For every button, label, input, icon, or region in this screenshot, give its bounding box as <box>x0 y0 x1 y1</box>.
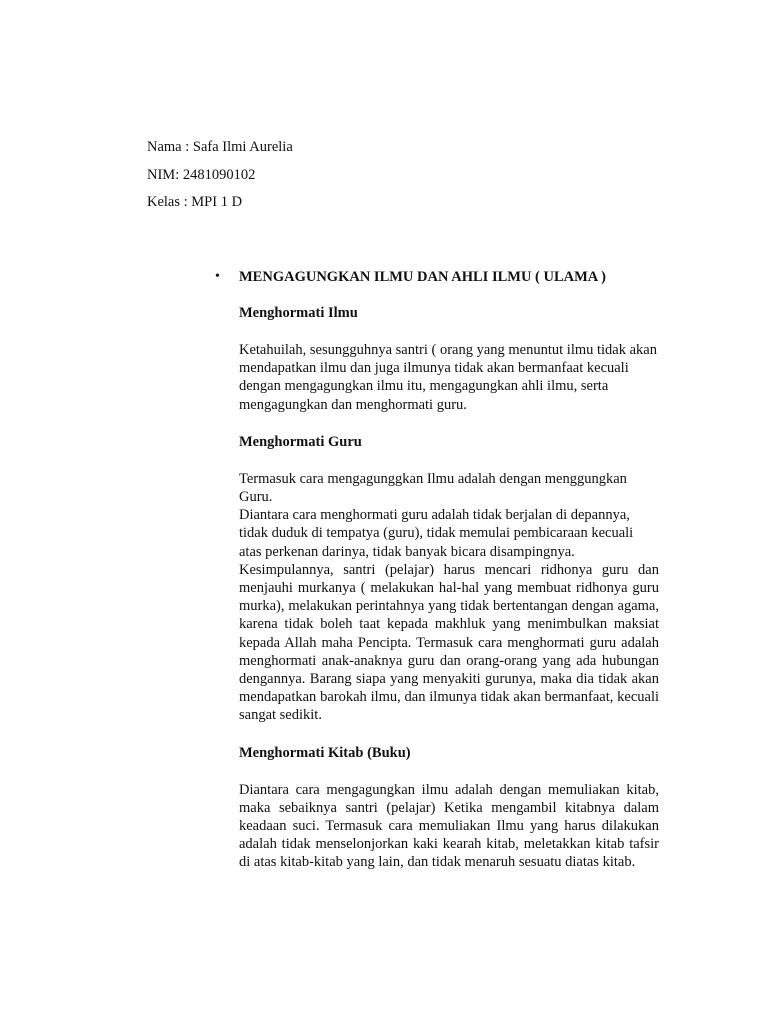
section-title-guru: Menghormati Guru <box>239 433 362 450</box>
paragraph-kitab: Diantara cara mengagungkan ilmu adalah dengan memuliakan kitab, maka sebaiknya santri (pelajar) Ketika mengambil kitabnya dalam keadaan suci. Termasuk cara memuliakan Ilmu yang harus dilakukan adalah tidak menselonjorkan kaki kearah kitab, meletakkan kitab tafsir di atas kitab-kitab yang lain, dan tidak menaruh sesuatu diatas kitab. <box>239 781 659 871</box>
main-heading: MENGAGUNGKAN ILMU DAN AHLI ILMU ( ULAMA ) <box>239 269 606 285</box>
section-title-ilmu: Menghormati Ilmu <box>239 305 358 321</box>
student-name: Nama : Safa Ilmi Aurelia <box>147 139 293 155</box>
student-nim: NIM: 2481090102 <box>147 166 256 183</box>
document-body <box>215 267 659 890</box>
bullet-icon: • <box>215 269 220 284</box>
student-class: Kelas : MPI 1 D <box>147 194 243 210</box>
paragraph-guru-3: Kesimpulannya, santri (pelajar) harus mencari ridhonya guru dan menjauhi murkanya ( melakukan hal-hal yang membuat ridhonya guru murka), melakukan perintahnya yang tidak bertentangan dengan agama, karena tidak boleh taat kepada makhluk yang menimbulkan maksiat kepada Allah maha Pencipta. Termasuk cara menghormati guru adalah menghormati anak-anaknya guru dan orang-orang yang ada hubungan dengannya. Barang siapa yang menyakiti gurunya, maka dia tidak akan mendapatkan barokah ilmu, dan ilmunya tidak akan bermanfaat, kecuali sangat sedikit. <box>239 561 659 724</box>
paragraph-guru-2: Diantara cara menghormati guru adalah tidak berjalan di depannya, tidak duduk di tempatya (guru), tidak memulai pembicaraan kecuali atas perkenan darinya, tidak banyak bicara disampingnya. <box>239 507 634 560</box>
paragraph-guru-1: Termasuk cara mengagunggkan Ilmu adalah dengan menggungkan Guru. <box>239 470 627 506</box>
student-info <box>147 137 293 220</box>
section-title-kitab: Menghormati Kitab (Buku) <box>239 744 411 761</box>
paragraph-ilmu: Ketahuilah, sesungguhnya santri ( orang yang menuntut ilmu tidak akan mendapatkan ilmu dan juga ilmunya tidak akan bermanfaat kecuali dengan mengagungkan ilmu itu, mengagungkan ahli ilmu, serta mengagungkan dan menghormati guru. <box>239 342 657 413</box>
